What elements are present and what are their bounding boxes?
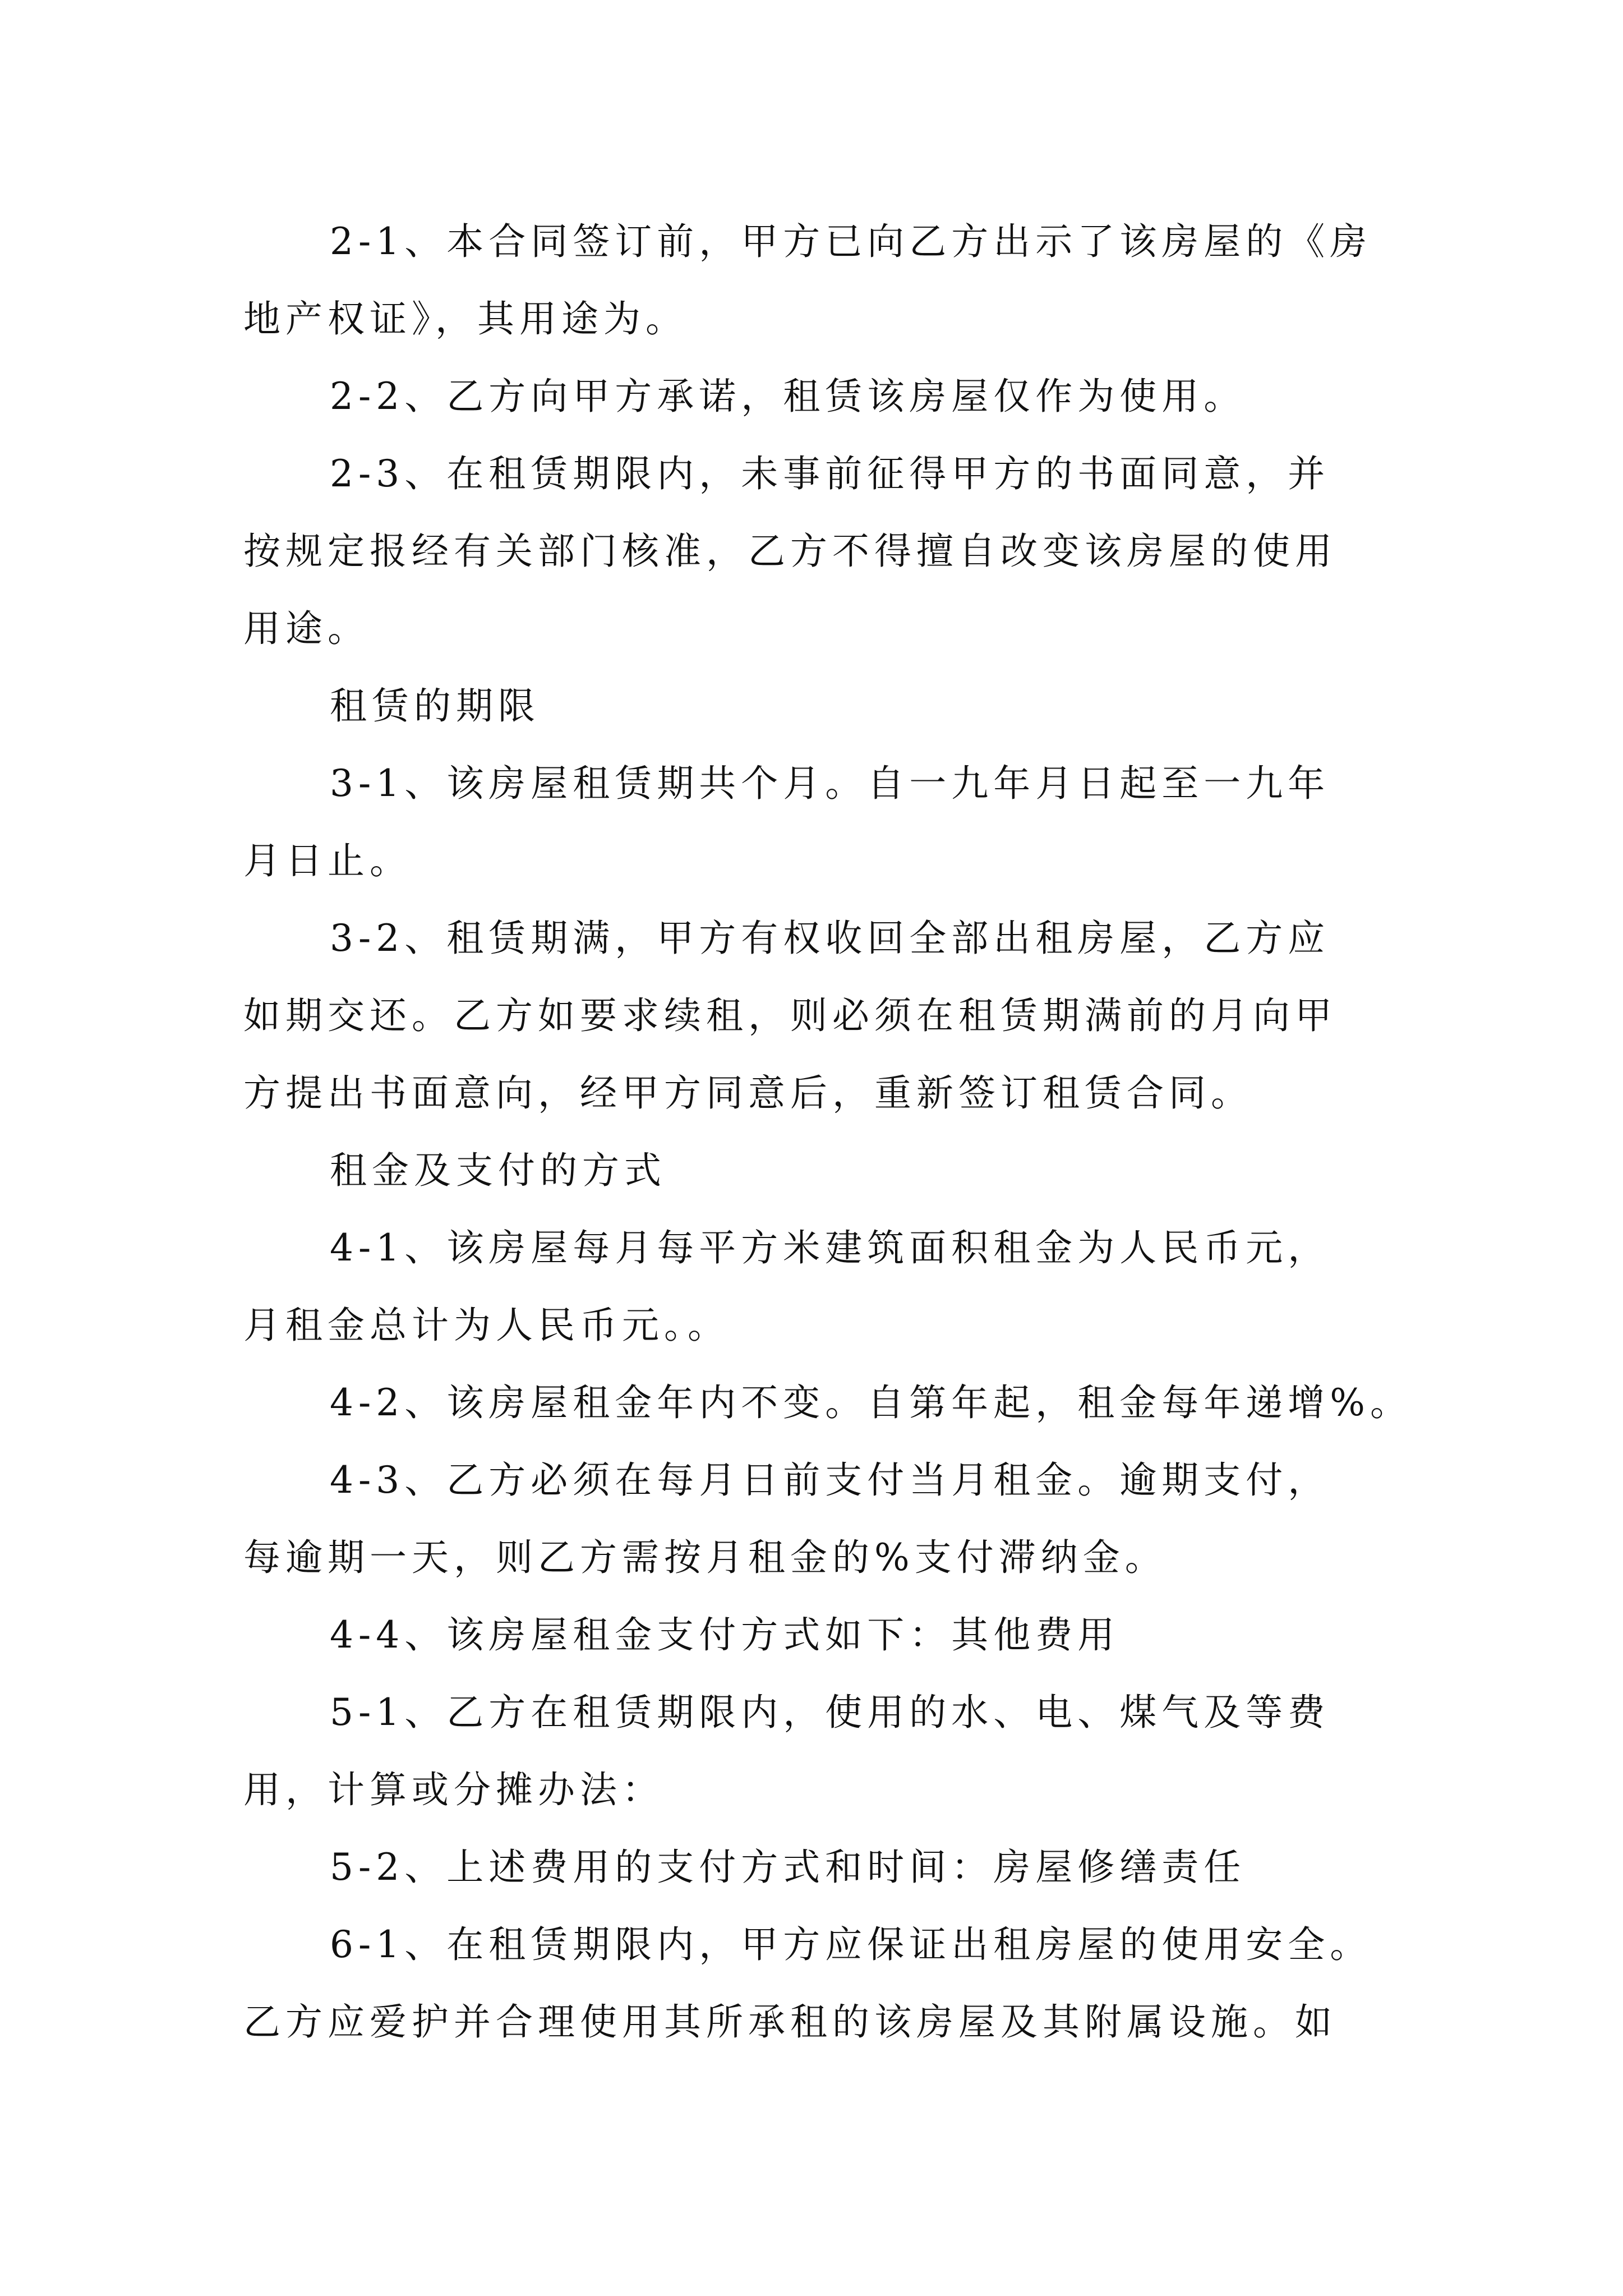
text-line-14: 4-1、该房屋每月每平方米建筑面积租金为人民币元， bbox=[330, 1226, 1330, 1269]
section-heading-rent-payment: 租金及支付的方式 bbox=[330, 1149, 666, 1192]
text-line-8: 3-1、该房屋租赁期共个月。自一九年月日起至一九年 bbox=[330, 762, 1330, 805]
text-line-11: 如期交还。乙方如要求续租，则必须在租赁期满前的月向甲 bbox=[243, 994, 1337, 1037]
text-line-9: 月日止。 bbox=[243, 839, 412, 882]
text-line-6: 用途。 bbox=[243, 607, 370, 650]
text-line-4: 2-3、在租赁期限内，未事前征得甲方的书面同意，并 bbox=[330, 452, 1330, 495]
text-line-18: 每逾期一天，则乙方需按月租金的%支付滞纳金。 bbox=[243, 1536, 1167, 1579]
text-line-3: 2-2、乙方向甲方承诺，租赁该房屋仅作为使用。 bbox=[330, 375, 1246, 418]
text-line-23: 6-1、在租赁期限内，甲方应保证出租房屋的使用安全。 bbox=[330, 1923, 1372, 1966]
text-line-2: 地产权证》，其用途为。 bbox=[243, 297, 688, 341]
text-line-15: 月租金总计为人民币元。。 bbox=[243, 1304, 730, 1347]
text-line-21: 用，计算或分摊办法： bbox=[243, 1768, 664, 1811]
text-line-19: 4-4、该房屋租金支付方式如下：其他费用 bbox=[330, 1613, 1120, 1657]
section-heading-lease-term: 租赁的期限 bbox=[330, 684, 540, 728]
text-line-16: 4-2、该房屋租金年内不变。自第年起，租金每年递增%。 bbox=[330, 1381, 1412, 1424]
text-line-10: 3-2、租赁期满，甲方有权收回全部出租房屋，乙方应 bbox=[330, 917, 1330, 960]
text-line-22: 5-2、上述费用的支付方式和时间：房屋修缮责任 bbox=[330, 1846, 1246, 1889]
text-line-17: 4-3、乙方必须在每月日前支付当月租金。逾期支付， bbox=[330, 1458, 1330, 1502]
text-line-5: 按规定报经有关部门核准，乙方不得擅自改变该房屋的使用 bbox=[243, 530, 1337, 573]
text-line-1: 2-1、本合同签订前，甲方已向乙方出示了该房屋的《房 bbox=[330, 220, 1372, 263]
text-line-12: 方提出书面意向，经甲方同意后，重新签订租赁合同。 bbox=[243, 1071, 1253, 1115]
text-line-20: 5-1、乙方在租赁期限内，使用的水、电、煤气及等费 bbox=[330, 1691, 1330, 1734]
text-line-24: 乙方应爱护并合理使用其所承租的该房屋及其附属设施。如 bbox=[243, 2000, 1337, 2044]
